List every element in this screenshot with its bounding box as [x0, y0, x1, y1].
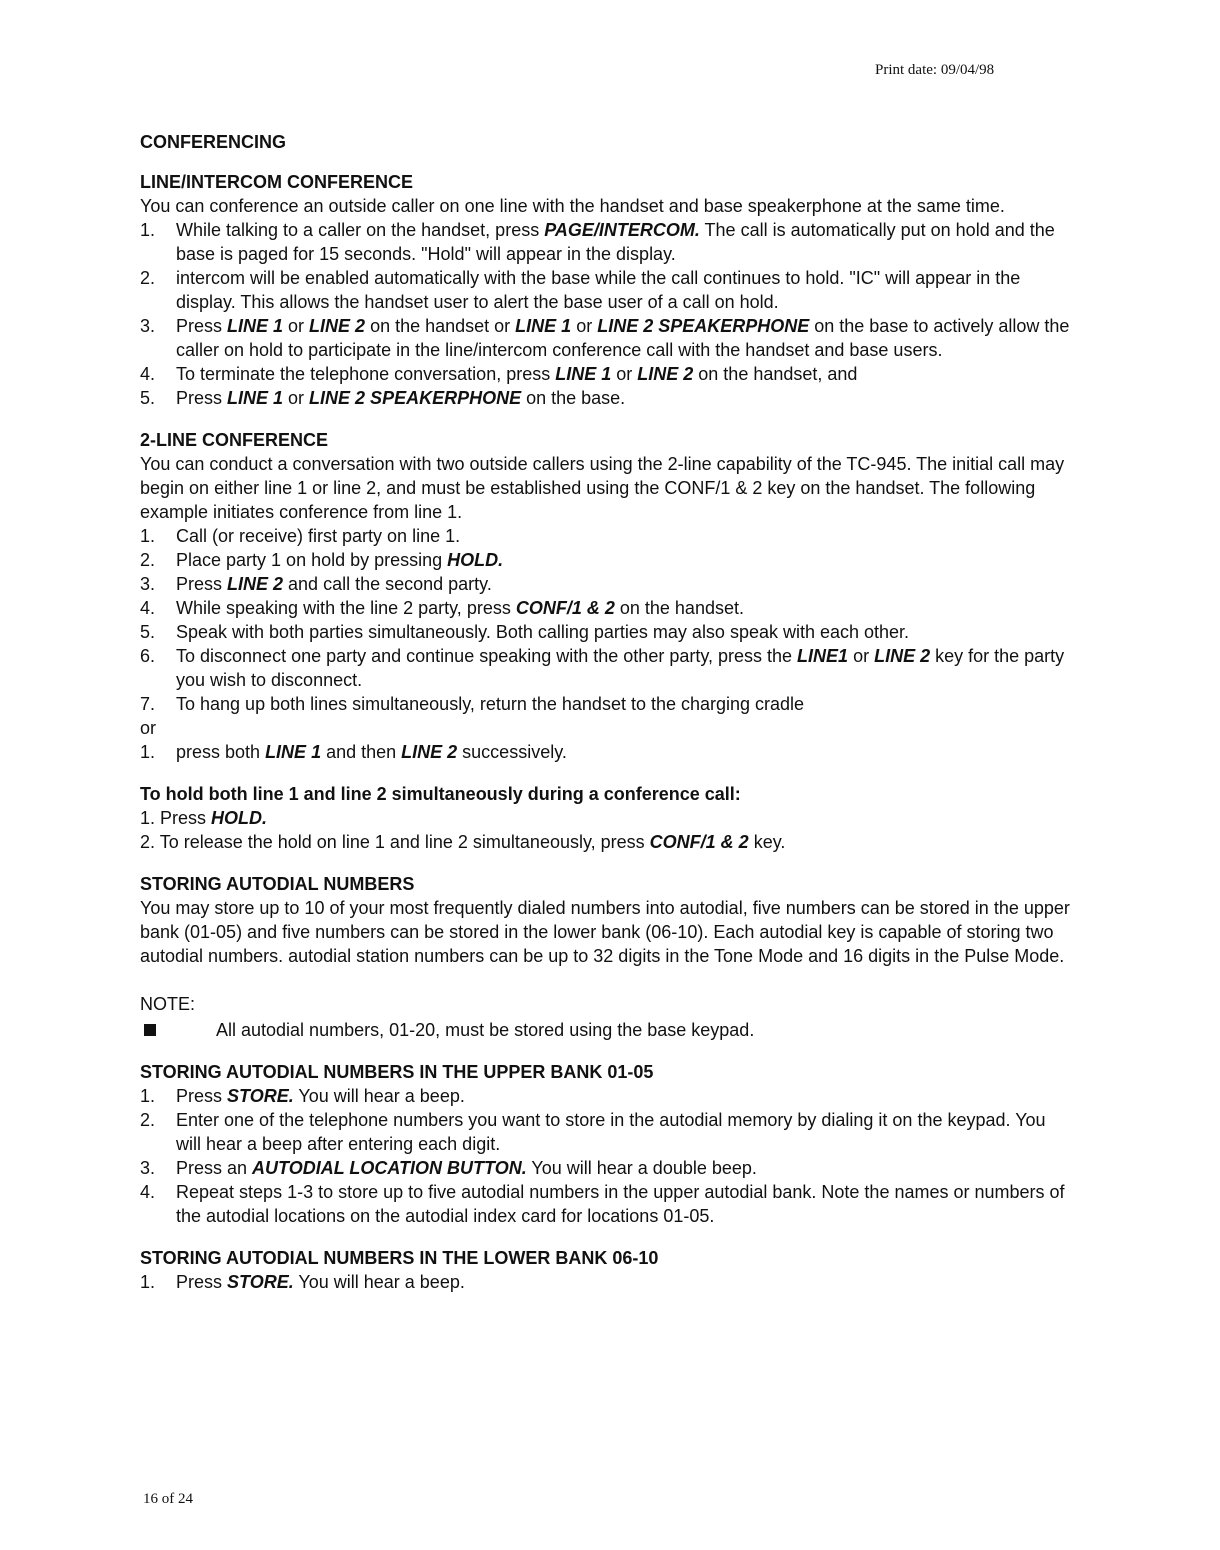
- key-name: CONF/1 & 2: [515, 598, 615, 618]
- step-number: 2.: [140, 550, 156, 570]
- step-number: 5.: [140, 388, 156, 408]
- section-intro: You can conduct a conversation with two outside callers using the 2-line capability of the TC-945. The initial call may begin on either line 1 or line 2, and must be established using the CONF/1 & 2 key on the handset. The following example initiates conference from line 1.: [140, 454, 1065, 522]
- step-number: 1.: [140, 220, 156, 240]
- key-name: LINE 1: [227, 388, 284, 408]
- list-item: 5. Press LINE 1 or LINE 2 SPEAKERPHONE on the base.: [140, 388, 626, 408]
- list-item: 2. Place party 1 on hold by pressing HOLD.: [140, 550, 504, 570]
- key-name: LINE 1: [265, 742, 322, 762]
- list-item: 4. To terminate the telephone conversation, press LINE 1 or LINE 2 on the handset, and: [140, 364, 858, 384]
- list-item: 7. To hang up both lines simultaneously, return the handset to the charging cradle: [140, 694, 805, 714]
- or-label: or: [140, 718, 157, 738]
- key-name: HOLD.: [447, 550, 504, 570]
- list-item: 2. Enter one of the telephone numbers you want to store in the autodial memory by dialing it on the keypad. You will hear a beep after entering each digit.: [140, 1110, 1046, 1154]
- list-item: 5. Speak with both parties simultaneously. Both calling parties may also speak with each other.: [140, 622, 910, 642]
- step-number: 1.: [140, 1086, 156, 1106]
- page-title: CONFERENCING: [140, 132, 287, 152]
- key-name: CONF/1 & 2: [649, 832, 749, 852]
- section-intro: You may store up to 10 of your most frequently dialed numbers into autodial, five numbers can be stored in the upper bank (01-05) and five numbers can be stored in the lower bank (06-10). Each autodial key is capable of storing two autodial numbers. autodial station numbers can be up to 32 digits in the Tone Mode and 16 digits in the Pulse Mode.: [140, 898, 1070, 966]
- step-number: 1.: [140, 742, 156, 762]
- note-row: [140, 1018, 1075, 1042]
- step-number: 5.: [140, 622, 156, 642]
- square-bullet-icon: [144, 1024, 156, 1036]
- step-number: 4.: [140, 1182, 156, 1202]
- list-item: 3. Press an AUTODIAL LOCATION BUTTON. You will hear a double beep.: [140, 1158, 757, 1178]
- list-item: 2. To release the hold on line 1 and line 2 simultaneously, press CONF/1 & 2 key.: [140, 832, 786, 852]
- list-item: 6. To disconnect one party and continue speaking with the other party, press the LINE1 or LINE 2 key for the party you wish to disconnect.: [140, 646, 1065, 690]
- list-item: 1. Call (or receive) first party on line 1.: [140, 526, 461, 546]
- key-name: LINE 2: [309, 316, 366, 336]
- step-number: 2.: [140, 832, 160, 852]
- section-heading: STORING AUTODIAL NUMBERS IN THE LOWER BANK 06-10: [140, 1248, 659, 1268]
- section-heading: 2-LINE CONFERENCE: [140, 430, 329, 450]
- upper-bank-section: [140, 1060, 1075, 1228]
- list-item: 3. Press LINE 2 and call the second party.: [140, 574, 492, 594]
- key-name: PAGE/INTERCOM.: [544, 220, 700, 240]
- list-item: 2. intercom will be enabled automatically with the base while the call continues to hold. "IC" will appear in the display. This allows the handset user to alert the base user of a call on hold.: [140, 268, 1021, 312]
- key-name: LINE 2: [227, 574, 284, 594]
- note-label: NOTE:: [140, 994, 196, 1014]
- list-item: 1. press both LINE 1 and then LINE 2 successively.: [140, 742, 567, 762]
- key-name: LINE1: [797, 646, 849, 666]
- key-name: LINE 2: [637, 364, 694, 384]
- step-number: 6.: [140, 646, 156, 666]
- hold-both-section: [140, 782, 1075, 854]
- lower-bank-section: [140, 1246, 1075, 1294]
- list-item: 4. While speaking with the line 2 party, press CONF/1 & 2 on the handset.: [140, 598, 744, 618]
- steps-list: [140, 806, 1075, 854]
- step-number: 3.: [140, 1158, 156, 1178]
- section-heading: To hold both line 1 and line 2 simultaneously during a conference call:: [140, 784, 741, 804]
- key-name: STORE.: [227, 1086, 294, 1106]
- step-number: 2.: [140, 268, 156, 288]
- key-name: LINE 2 SPEAKERPHONE: [597, 316, 810, 336]
- step-number: 1.: [140, 1272, 156, 1292]
- key-name: LINE 2: [401, 742, 458, 762]
- list-item: 1. Press STORE. You will hear a beep.: [140, 1086, 465, 1106]
- page-number: 16 of 24: [143, 1491, 193, 1507]
- key-name: HOLD.: [211, 808, 268, 828]
- print-date: Print date: 09/04/98: [875, 62, 995, 78]
- section-heading: STORING AUTODIAL NUMBERS IN THE UPPER BANK 01-05: [140, 1062, 654, 1082]
- section-heading: LINE/INTERCOM CONFERENCE: [140, 172, 414, 192]
- section-intro: You can conference an outside caller on one line with the handset and base speakerphone at the same time.: [140, 196, 1005, 216]
- document-body: [140, 130, 1075, 1312]
- list-item: 1. Press STORE. You will hear a beep.: [140, 1272, 465, 1292]
- step-number: 2.: [140, 1110, 156, 1130]
- list-item: 4. Repeat steps 1-3 to store up to five autodial numbers in the upper autodial bank. Note the names or numbers of the autodial locations on the autodial index card for locations 01-05.: [140, 1182, 1065, 1226]
- steps-list: [140, 1270, 1075, 1294]
- steps-list: [140, 1084, 1075, 1228]
- step-number: 4.: [140, 364, 156, 384]
- step-number: 1.: [140, 526, 156, 546]
- note-text: All autodial numbers, 01-20, must be stored using the base keypad.: [216, 1020, 755, 1040]
- step-number: 4.: [140, 598, 156, 618]
- key-name: STORE.: [227, 1272, 294, 1292]
- steps-list: [140, 524, 1075, 716]
- storing-section: [140, 872, 1075, 1042]
- list-item: 1. While talking to a caller on the handset, press PAGE/INTERCOM. The call is automatically put on hold and the base is paged for 15 seconds. "Hold" will appear in the display.: [140, 220, 1055, 264]
- key-name: LINE 2: [874, 646, 931, 666]
- step-number: 3.: [140, 574, 156, 594]
- key-name: LINE 1: [515, 316, 572, 336]
- key-name: LINE 2 SPEAKERPHONE: [309, 388, 522, 408]
- step-number: 1.: [140, 808, 161, 828]
- step-number: 7.: [140, 694, 156, 714]
- section-heading: STORING AUTODIAL NUMBERS: [140, 874, 415, 894]
- key-name: LINE 1: [227, 316, 284, 336]
- list-item: 1. Press HOLD.: [140, 808, 268, 828]
- key-name: AUTODIAL LOCATION BUTTON.: [252, 1158, 527, 1178]
- steps-list: [140, 218, 1075, 410]
- alt-steps-list: [140, 740, 1075, 764]
- step-number: 3.: [140, 316, 156, 336]
- key-name: LINE 1: [555, 364, 612, 384]
- two-line-section: [140, 428, 1075, 764]
- line-intercom-section: [140, 170, 1075, 410]
- list-item: 3. Press LINE 1 or LINE 2 on the handset or LINE 1 or LINE 2 SPEAKERPHONE on the base to actively allow the caller on hold to participate in the line/intercom conference call with the handset and base users.: [140, 316, 1070, 360]
